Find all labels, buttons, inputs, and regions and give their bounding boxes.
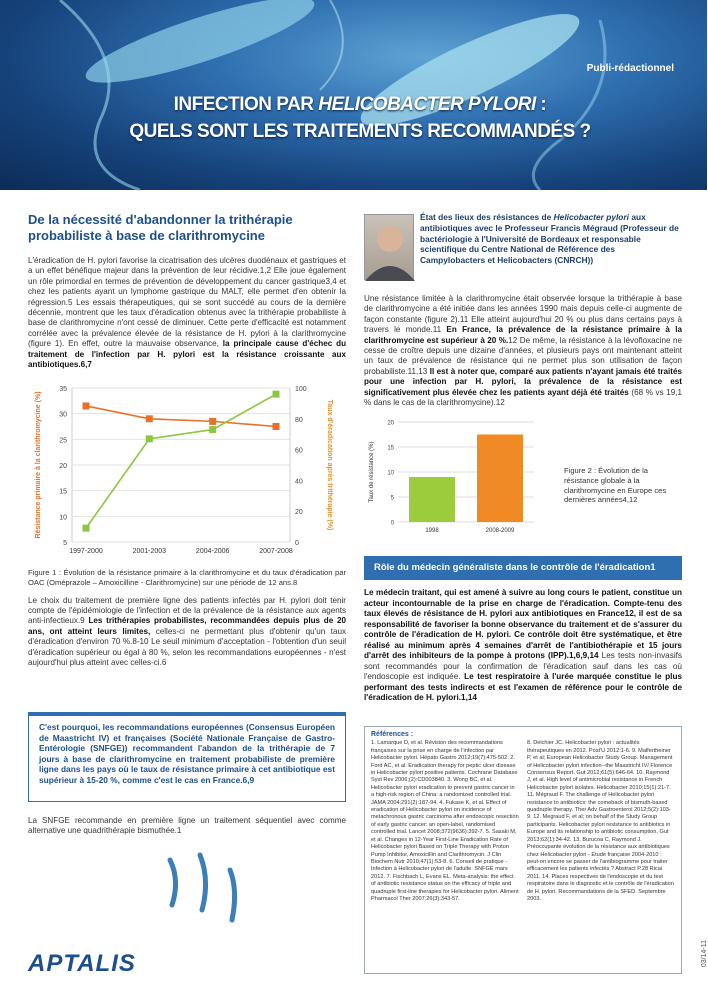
references-box <box>364 726 682 974</box>
y2-tick-label: 40 <box>295 478 303 486</box>
y-tick-label: 25 <box>59 437 67 445</box>
left-para3: La SNFGE recommande en première ligne un traitement séquentiel avec comme alternative une quadrithérapie bismuthée.1 <box>28 816 346 836</box>
references-col2: 8. Delchier JC. Helicobacter pylori : actualités thérapeutiques en 2012. Post'U 2012:1-6. 9. Malfertheiner P, et al; European Helicobacter Study Group. Management of Helicobacter pylori infection--the Maastricht IV/ Florence Consensus Report. Gut 2012;61(5):646-64. 10. Raymond J, et al. High level of antimicrobial resistance in French Helicobacter pylori isolates. Helicobacter 2010;15(1):21-7. 11. Mégraud F. The challenge of Helicobacter pylori resistance to antibiotics: the comeback of bismuth-based quadruple therapy. Ther Adv Gastroenterol 2012;5(2):103-9. 12. Megraud F, et al; on behalf of the Study Group participants. Helicobacter pylori resistance to antibiotics in Europe and its relationship to antibiotic consumption. Gut 2013;62(1):34-42. 13. Burucoa C, Raymond J. Préoccupante évolution de la résistance aux antibiotiques chez Helicobacter pylori - Étude française 2004-2010 : peut-on encore se passer de l'antibiogramme pour traiter efficacement les patients infectés ? Abstract P.28 Ricai 2011. 14. Places respectives de l'endoscopie et du test respiratoire dans le diagnostic et le contrôle de l'éradication de H. pylori. Recommandations de la SFED. Septembre 2003. <box>527 740 674 902</box>
figure2-caption: Figure 2 : Évolution de la résistance globale à la clarithromycine en Europe ces dernières années4,12 <box>564 466 667 505</box>
y-tick-label: 15 <box>59 489 67 497</box>
data-point <box>209 427 216 434</box>
bar <box>409 477 455 522</box>
x-tick-label: 2008-2009 <box>485 528 515 535</box>
x-tick-label: 2004-2006 <box>195 548 230 556</box>
data-point <box>209 418 216 425</box>
left-para1: L'éradication de H. pylori favorise la cicatrisation des ulcères duodénaux et gastriques et a un effet bénéfique majeur dans la prévention de leur récidive.1,2 Elle joue également un rôle primordial en termes de prévention de développement du cancer gastrique3,4 et chez les patients ayant un lymphome gastrique du MALT, elle permet d'en obtenir la régression.5 Les essais thérapeutiques, qui se sont succédé au cours de la dernière décennie, montrent que les taux d'éradication obtenus avec la trithérapie probabiliste à base de clarithromycine n'ont cessé de diminuer. Cette perte d'efficacité est notamment corrélée avec la prévalence élevée de la résistance de H. pylori à la clarithromycine (figure 1). En effet, outre la mauvaise observance, la principale cause d'échec du traitement de l'infection par H. pylori est la résistance croissante aux antibiotiques.6,7 <box>28 256 347 370</box>
right-column <box>364 212 682 542</box>
series-line-0 <box>86 406 276 427</box>
y-tick-label: 20 <box>387 420 394 427</box>
y2-tick-label: 20 <box>295 509 303 517</box>
references-col1: 1. Lamarque D, et al. Révision des recommandations françaises sur la prise en charge de l'infection par Helicobacter pylori. Hépato Gastro 2012;19(7):475-502. 2. Ford AC, et al. Eradication therapy for peptic ulcer disease in Helicobacter pylori positive patients. Cochrane Database Syst Rev 2006;(2):CD003840. 3. Wong BC, et al. Helicobacter pylori eradication to prevent gastric cancer in a high-risk region of China: a randomized controlled trial. JAMA 2004;291(2):187-94. 4. Fukase K, et al. Effect of eradication of Helicobacter pylori on incidence of metachronous gastric carcinoma after endoscopic resection of early gastric cancer: an open-label, randomised controlled trial. Lancet 2008;372(9636):392-7. 5. Sasaki M, et al. Changes in 12-Year First-Line Eradication Rate of Helicobacter pylori Based on Triple Therapy with Proton Pump Inhibitor, Amoxicillin and Clarithromycin. J Clin Biochem Nutr 2010;47(1):53-8. 6. Conseil de pratique - Infection à Helicobacter pylori de l'adulte. SNFGE mars 2012. 7. Fischbach L, Evans EL. Meta-analysis: the effect of antibiotic resistance status on the efficacy of triple and quadruple first-line therapies for Helicobacter pylori. Aliment Pharmacol Ther 2007;26(3):343-57. <box>371 740 519 902</box>
y-axis-label: Résistance primaire à la clarithromycine (%) <box>35 391 42 539</box>
bar <box>477 435 523 523</box>
y-tick-label: 0 <box>390 520 394 527</box>
y-tick-label: 30 <box>59 412 67 420</box>
y2-tick-label: 60 <box>295 448 303 456</box>
series-line-1 <box>86 395 276 529</box>
data-point <box>83 525 90 532</box>
y-tick-label: 35 <box>59 386 67 394</box>
right-para1: Une résistance limitée à la clarithromycine était observée lorsque la trithérapie à base de clarithromycine a été initiée dans les années 1990 mais depuis celle-ci augmente de façon constante (figure 2).11 Elle atteint aujourd'hui 20 % ou plus dans certains pays à travers le monde.11 En France, la prévalence de la résistance primaire à la clarithromycine est supérieur à 20 %.12 De même, la résistance à la lévofloxacine ne cesse de croître depuis une dizaine d'années, et plusieurs pays ont maintenant atteint un taux de prévalence de résistance qui ne permet plus son utilisation de façon probabiliste.11,13 Il est à noter que, comparé aux patients n'ayant jamais été traités pour une infection par H. pylori, la prévalence de la résistance est significativement plus élevée chez les patients ayant déjà été traités (68 % vs 19,1 % dans le cas de la clarithromycine).12 <box>364 294 683 408</box>
role-section-title: Rôle du médecin généraliste dans le contrôle de l'éradication1 <box>364 556 682 580</box>
references-title: Références : <box>371 731 414 738</box>
y-tick-label: 20 <box>59 463 67 471</box>
left-column <box>28 212 346 669</box>
role-text: Le médecin traitant, qui est amené à suivre au long cours le patient, constitue un acteur incontournable de la prise en charge de l'éradication. Compte-tenu des taux élevés de résistance de H. pylori aux antibiotiques en France12, il est de sa responsabilité de favoriser la bonne observance du traitement et de s'assurer du contrôle de l'éradication de H. pylori. Ce contrôle doit être systématique, et être réalisé au minimum après 4 semaines d'arrêt de l'antibiothérapie et 15 jours d'arrêt des inhibiteurs de la pompe à protons (IPP).1,6,9,14 Les tests non-invasifs sont recommandés pour la confirmation de l'éradication sauf dans les cas où l'endoscopie est indiquée. Le test respiratoire à l'urée marquée constitue le plus performant des tests indirects et est l'examen de référence pour le contrôle de l'éradication de H. pylori.1,14 <box>364 588 683 702</box>
figure1-caption: Figure 1 : Évolution de la résistance primaire à la clarithromycine et du taux d'éradication par OAC (Oméprazole – Amoxicilline - Clarithromycine) sur une période de 12 ans.8 <box>28 568 346 588</box>
figure2-chart <box>364 414 544 542</box>
y-tick-label: 15 <box>387 445 394 452</box>
y-tick-label: 5 <box>390 495 394 502</box>
data-point <box>146 436 153 443</box>
y-tick-label: 10 <box>387 470 394 477</box>
x-tick-label: 1998 <box>425 528 439 535</box>
y-tick-label: 5 <box>63 540 67 548</box>
expert-photo <box>364 214 414 280</box>
left-heading: De la nécessité d'abandonner la trithérapie probabiliste à base de clarithromycine <box>28 212 293 243</box>
figure1-chart <box>28 378 346 568</box>
x-tick-label: 2007-2008 <box>259 548 293 556</box>
page-title: INFECTION PAR HELICOBACTER PYLORI : <box>173 94 547 115</box>
recommendation-callout: C'est pourquoi, les recommandations européennes (Consensus Européen de Maastricht IV) et françaises (Société Nationale Française de Gastro-Entérologie (SNFGE)) recommandent l'abandon de la trithérapie de 7 jours à base de clarithromycine en traitement probabiliste de première ligne dans les pays où le taux de résistance primaire à cet antibiotique est supérieur à 15-20 %, comme c'est le cas en France.6,9 <box>28 712 346 802</box>
y2-tick-label: 0 <box>295 540 299 548</box>
left-para2: Le choix du traitement de première ligne des patients infectés par H. pylori doit tenir compte de l'épidémiologie de l'infection et de la prévalence de la résistance aux agents anti-infectieux.9 Les trithérapies probabilistes, recommandées depuis plus de 20 ans, ont atteint leurs limites, celles-ci ne permettant plus d'obtenir qu'un taux d'éradication d'environ 70 %.8-10 Le seuil minimum d'acceptation - l'obtention d'un seuil d'éradication supérieur ou égal à 80 %, selon les recommandations européennes - n'est aujourd'hui plus atteint avec celles-ci.6 <box>28 595 346 668</box>
data-point <box>273 423 280 430</box>
y2-tick-label: 80 <box>295 417 303 425</box>
aptalis-logo: APTALIS <box>28 950 136 977</box>
data-point <box>273 391 280 398</box>
publi-label: Publi-rédactionnel <box>586 63 674 74</box>
x-tick-label: 1997-2000 <box>69 548 103 556</box>
expert-intro: État des lieux des résistances de Helicobacter pylori aux antibiotiques avec le Professeur Francis Mégraud (Professeur de bactériologie à l'Université de Bordeaux et responsable scientifique du Centre National de Référence des Campylobacters et Helicobacters (CNRCH)) <box>420 212 679 266</box>
y2-axis-label: Taux d'éradication après trithérapie (%) <box>326 400 333 531</box>
x-tick-label: 2001-2003 <box>132 548 167 556</box>
bacteria-icon <box>150 850 250 930</box>
data-point <box>83 403 90 410</box>
page-subtitle: QUELS SONT LES TRAITEMENTS RECOMMANDÉS ? <box>129 121 591 142</box>
y-tick-label: 10 <box>59 514 67 522</box>
data-point <box>146 416 153 423</box>
y2-tick-label: 100 <box>295 386 307 394</box>
y-axis-label: Taux de résistance (%) <box>369 441 375 503</box>
document-code: 03/14-11 <box>701 940 708 968</box>
header-banner <box>0 0 707 190</box>
